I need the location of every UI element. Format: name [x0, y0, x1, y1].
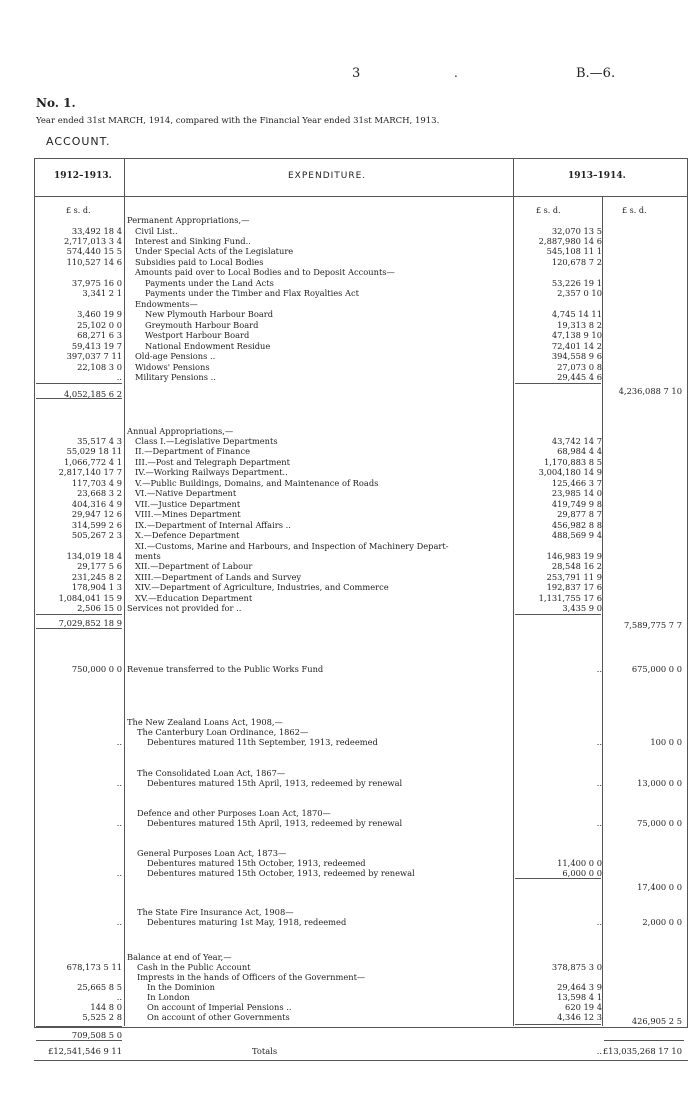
amount-1912-1913: 678,173 5 11 — [66, 962, 122, 972]
amount-1912-1913: 59,413 19 7 — [71, 341, 122, 351]
expenditure-item: IV.—Working Railways Department.. — [135, 467, 288, 477]
expenditure-item: Annual Appropriations,— — [127, 426, 234, 436]
amount-1912-1913: 144 8 0 — [90, 1002, 122, 1012]
expenditure-item: VI.—Native Department — [135, 488, 237, 498]
amount-1912-1913: 178,904 1 3 — [71, 582, 122, 592]
amount-1913-1914: 4,346 12 3 — [557, 1012, 602, 1022]
amount-1913-1914: 3,435 9 0 — [562, 603, 602, 613]
expenditure-item: Debentures matured 15th October, 1913, redeemed by renewal — [147, 868, 415, 878]
expenditure-item: Amounts paid over to Local Bodies and to Deposit Accounts— — [135, 267, 395, 277]
column-header-1912-1913: 1912–1913. — [54, 171, 112, 181]
ledger-row — [0, 882, 700, 893]
expenditure-item: XIV.—Department of Agriculture, Industries, and Commerce — [135, 582, 389, 592]
amount-1913-1914: 620 19 4 — [565, 1002, 602, 1012]
amount-1913-1914: .. — [596, 778, 602, 788]
section-title: ACCOUNT. — [46, 135, 111, 148]
subtotal-rule — [36, 1040, 122, 1041]
amount-1912-1913: 3,460 19 9 — [77, 309, 122, 319]
subtotal-rule — [604, 1040, 684, 1041]
amount-1913-1914: 4,745 14 11 — [551, 309, 602, 319]
amount-1913-1914: 23,985 14 0 — [551, 488, 602, 498]
amount-1912-1913: 314,599 2 6 — [71, 520, 122, 530]
total-1913-1914: 17,400 0 0 — [637, 882, 682, 892]
expenditure-item: XIII.—Department of Lands and Survey — [135, 572, 302, 582]
ledger-row — [0, 917, 700, 928]
expenditure-item: National Endowment Residue — [145, 341, 271, 351]
amount-1912-1913: 33,492 18 4 — [71, 226, 122, 236]
amount-1913-1914: 3,004,180 14 9 — [538, 467, 602, 477]
expenditure-item: XII.—Department of Labour — [135, 561, 253, 571]
subtotal-rule — [36, 614, 122, 615]
amount-1912-1913: 22,108 3 0 — [77, 362, 122, 372]
amount-1912-1913: 23,668 3 2 — [77, 488, 122, 498]
total-1913-1914: 7,589,775 7 7 — [623, 620, 682, 630]
amount-1913-1914: 253,791 11 9 — [546, 572, 602, 582]
amount-1913-1914: .. — [596, 818, 602, 828]
amount-1912-1913: 134,019 18 4 — [66, 551, 122, 561]
amount-1913-1914: 488,569 9 4 — [551, 530, 602, 540]
amount-1913-1914: 146,983 19 9 — [546, 551, 602, 561]
subtotal-rule — [36, 1026, 122, 1027]
expenditure-item: III.—Post and Telegraph Department — [135, 457, 290, 467]
expenditure-item: V.—Public Buildings, Domains, and Maintenance of Roads — [135, 478, 379, 488]
subtotal-rule — [515, 1024, 601, 1025]
column-header-1913-1914: 1913–1914. — [568, 171, 626, 181]
amount-1912-1913: 37,975 16 0 — [71, 278, 122, 288]
ledger-row — [0, 351, 700, 362]
amount-1913-1914: 11,400 0 0 — [557, 858, 602, 868]
expenditure-item: Totals — [252, 1046, 278, 1056]
expenditure-item: Class I.—Legislative Departments — [135, 436, 278, 446]
amount-1912-1913: .. — [116, 372, 122, 382]
expenditure-item: VII.—Justice Department — [135, 499, 241, 509]
amount-1913-1914: 2,357 0 10 — [557, 288, 602, 298]
document-reference: B.—6. — [576, 66, 616, 81]
expenditure-item: In London — [147, 992, 190, 1002]
expenditure-item: Balance at end of Year,— — [127, 952, 232, 962]
total-1913-1914: 675,000 0 0 — [631, 664, 682, 674]
total-1913-1914: 13,000 0 0 — [637, 778, 682, 788]
ledger-row — [0, 818, 700, 829]
expenditure-item: Debentures matured 15th April, 1913, redeemed by renewal — [147, 818, 403, 828]
ledger-row — [0, 288, 700, 299]
currency-header-right: £ s. d. — [622, 206, 647, 215]
ledger-row — [0, 330, 700, 341]
expenditure-item: The Canterbury Loan Ordinance, 1862— — [137, 727, 309, 737]
subtotal-rule — [36, 383, 122, 384]
amount-1913-1914: 29,445 4 6 — [557, 372, 602, 382]
amount-1912-1913: 2,817,140 17 7 — [58, 467, 122, 477]
amount-1912-1913: 25,665 8 5 — [77, 982, 122, 992]
amount-1913-1914: 32,070 13 5 — [551, 226, 602, 236]
amount-1912-1913: 397,037 7 11 — [66, 351, 122, 361]
expenditure-item: Debentures maturing 1st May, 1918, redeemed — [147, 917, 347, 927]
amount-1912-1913: 117,703 4 9 — [71, 478, 122, 488]
total-1913-1914: 4,236,088 7 10 — [618, 386, 682, 396]
subtotal-rule — [36, 398, 122, 399]
ledger-row — [0, 246, 700, 257]
expenditure-item: ments — [135, 551, 161, 561]
subtotal-rule — [515, 614, 601, 615]
ledger-row — [0, 215, 700, 226]
amount-1912-1913: .. — [116, 917, 122, 927]
amount-1912-1913: 68,271 6 3 — [77, 330, 122, 340]
amount-1913-1914: 53,226 19 1 — [551, 278, 602, 288]
expenditure-item: Greymouth Harbour Board — [145, 320, 259, 330]
amount-1912-1913: 29,177 5 6 — [77, 561, 122, 571]
expenditure-item: Westport Harbour Board — [145, 330, 250, 340]
amount-1913-1914: 13,598 4 1 — [557, 992, 602, 1002]
ledger-row — [0, 664, 700, 675]
amount-1913-1914: 378,875 3 0 — [551, 962, 602, 972]
expenditure-item: XV.—Education Department — [135, 593, 253, 603]
expenditure-item: Debentures matured 11th September, 1913, redeemed — [147, 737, 378, 747]
currency-header-mid: £ s. d. — [536, 206, 561, 215]
column-header-expenditure: EXPENDITURE. — [288, 171, 367, 181]
amount-1913-1914: 1,170,883 8 5 — [543, 457, 602, 467]
amount-1913-1914: 43,742 14 7 — [551, 436, 602, 446]
ledger-row — [0, 603, 700, 614]
expenditure-item: On account of other Governments — [147, 1012, 290, 1022]
amount-1912-1913: .. — [116, 992, 122, 1002]
amount-1912-1913: 29,947 12 6 — [71, 509, 122, 519]
amount-1912-1913: 55,029 18 11 — [66, 446, 122, 456]
expenditure-item: IX.—Department of Internal Affairs .. — [135, 520, 291, 530]
amount-1912-1913: 7,029,852 18 9 — [58, 618, 122, 628]
total-1913-1914: 75,000 0 0 — [637, 818, 682, 828]
amount-1913-1914: 29,464 3 9 — [557, 982, 602, 992]
amount-1912-1913: 231,245 8 2 — [71, 572, 122, 582]
amount-1913-1914: 47,138 9 10 — [551, 330, 602, 340]
expenditure-item: Old-age Pensions .. — [135, 351, 216, 361]
expenditure-item: General Purposes Loan Act, 1873— — [137, 848, 287, 858]
amount-1913-1914: 120,678 7 2 — [551, 257, 602, 267]
ledger-row — [0, 309, 700, 320]
amount-1913-1914: 29,877 8 7 — [557, 509, 602, 519]
amount-1912-1913: 35,517 4 3 — [77, 436, 122, 446]
expenditure-item: Payments under the Land Acts — [145, 278, 274, 288]
expenditure-item: The State Fire Insurance Act, 1908— — [137, 907, 294, 917]
ledger-row — [0, 446, 700, 457]
amount-1912-1913: .. — [116, 778, 122, 788]
expenditure-item: Imprests in the hands of Officers of the Government— — [137, 972, 366, 982]
subtotal-rule — [515, 383, 601, 384]
amount-1913-1914: 419,749 9 8 — [551, 499, 602, 509]
amount-1913-1914: 68,984 4 4 — [557, 446, 602, 456]
amount-1912-1913: 505,267 2 3 — [71, 530, 122, 540]
ledger-row — [0, 372, 700, 383]
amount-1913-1914: 28,548 16 2 — [551, 561, 602, 571]
amount-1912-1913: .. — [116, 737, 122, 747]
document-number: No. 1. — [36, 96, 76, 110]
expenditure-item: Civil List.. — [135, 226, 178, 236]
amount-1913-1914: 456,982 8 8 — [551, 520, 602, 530]
ledger-row — [0, 1046, 700, 1057]
amount-1913-1914: 545,108 11 1 — [546, 246, 602, 256]
amount-1912-1913: 3,341 2 1 — [82, 288, 122, 298]
expenditure-item: II.—Department of Finance — [135, 446, 251, 456]
ledger-row — [0, 267, 700, 278]
total-1913-1914: 426,905 2 5 — [631, 1016, 682, 1026]
expenditure-item: New Plymouth Harbour Board — [145, 309, 274, 319]
expenditure-item: Interest and Sinking Fund.. — [135, 236, 251, 246]
amount-1913-1914: 19,313 8 2 — [557, 320, 602, 330]
expenditure-item: Endowments— — [135, 299, 198, 309]
expenditure-item: XI.—Customs, Marine and Harbours, and Inspection of Machinery Depart- — [135, 541, 449, 551]
expenditure-item: X.—Defence Department — [135, 530, 240, 540]
amount-1912-1913: 404,316 4 9 — [71, 499, 122, 509]
amount-1912-1913: 2,506 15 0 — [77, 603, 122, 613]
expenditure-item: Debentures matured 15th April, 1913, redeemed by renewal — [147, 778, 403, 788]
amount-1912-1913: £12,541,546 9 11 — [48, 1046, 122, 1056]
amount-1912-1913: 574,440 15 5 — [66, 246, 122, 256]
amount-1913-1914: 27,073 0 8 — [557, 362, 602, 372]
expenditure-item: Military Pensions .. — [135, 372, 216, 382]
ledger-row — [0, 620, 700, 631]
amount-1912-1913: 4,052,185 6 2 — [63, 389, 122, 399]
amount-1913-1914: 72,401 14 2 — [551, 341, 602, 351]
expenditure-item: Cash in the Public Account — [137, 962, 251, 972]
bottom-rule — [34, 1060, 688, 1061]
expenditure-item: Permanent Appropriations,— — [127, 215, 250, 225]
amount-1913-1914: .. — [596, 917, 602, 927]
amount-1913-1914: .. — [596, 664, 602, 674]
expenditure-item: Under Special Acts of the Legislature — [135, 246, 294, 256]
amount-1912-1913: 709,508 5 0 — [71, 1030, 122, 1040]
amount-1913-1914: 125,466 3 7 — [551, 478, 602, 488]
currency-header-left: £ s. d. — [66, 206, 91, 215]
ledger-row — [0, 778, 700, 789]
amount-1912-1913: 25,102 0 0 — [77, 320, 122, 330]
document-subtitle: Year ended 31st MARCH, 1914, compared with the Financial Year ended 31st MARCH, 1913. — [36, 116, 440, 126]
ledger-row — [0, 737, 700, 748]
amount-1913-1914: .. — [596, 737, 602, 747]
page-number: 3 — [352, 66, 361, 81]
amount-1913-1914: 394,558 9 6 — [551, 351, 602, 361]
amount-1912-1913: 750,000 0 0 — [71, 664, 122, 674]
expenditure-item: Subsidies paid to Local Bodies — [135, 257, 264, 267]
expenditure-item: On account of Imperial Pensions .. — [147, 1002, 292, 1012]
amount-1913-1914: 192,837 17 6 — [546, 582, 602, 592]
header-rule — [34, 196, 688, 197]
amount-1912-1913: 110,527 14 6 — [66, 257, 122, 267]
expenditure-item: The Consolidated Loan Act, 1867— — [137, 768, 286, 778]
expenditure-item: Services not provided for .. — [127, 603, 242, 613]
expenditure-item: Payments under the Timber and Flax Royalties Act — [145, 288, 360, 298]
amount-1913-1914: .. — [596, 1046, 602, 1056]
subtotal-rule — [36, 628, 122, 629]
total-1913-1914: 100 0 0 — [650, 737, 682, 747]
amount-1912-1913: .. — [116, 818, 122, 828]
expenditure-item: Defence and other Purposes Loan Act, 1870— — [137, 808, 331, 818]
expenditure-item: Debentures matured 15th October, 1913, redeemed — [147, 858, 366, 868]
expenditure-item: Revenue transferred to the Public Works Fund — [127, 664, 324, 674]
total-1913-1914: £13,035,268 17 10 — [602, 1046, 682, 1056]
subtotal-rule — [515, 878, 601, 879]
ledger-row — [0, 530, 700, 541]
amount-1913-1914: 1,131,755 17 6 — [538, 593, 602, 603]
amount-1912-1913: 5,525 2 8 — [82, 1012, 122, 1022]
expenditure-item: VIII.—Mines Department — [135, 509, 241, 519]
ledger-row — [0, 467, 700, 478]
expenditure-item: Widows' Pensions — [135, 362, 210, 372]
amount-1912-1913: 1,066,772 4 1 — [63, 457, 122, 467]
total-1913-1914: 2,000 0 0 — [642, 917, 682, 927]
amount-1912-1913: 2,717,013 3 4 — [63, 236, 122, 246]
ledger-row — [0, 488, 700, 499]
amount-1912-1913: .. — [116, 868, 122, 878]
ledger-row — [0, 561, 700, 572]
ledger-row — [0, 582, 700, 593]
amount-1913-1914: 6,000 0 0 — [562, 868, 602, 878]
header-dot: . — [454, 66, 458, 80]
amount-1913-1914: 2,887,980 14 6 — [538, 236, 602, 246]
amount-1912-1913: 1,084,041 15 9 — [58, 593, 122, 603]
expenditure-item: The New Zealand Loans Act, 1908,— — [127, 717, 283, 727]
expenditure-item: In the Dominion — [147, 982, 215, 992]
ledger-row — [0, 509, 700, 520]
